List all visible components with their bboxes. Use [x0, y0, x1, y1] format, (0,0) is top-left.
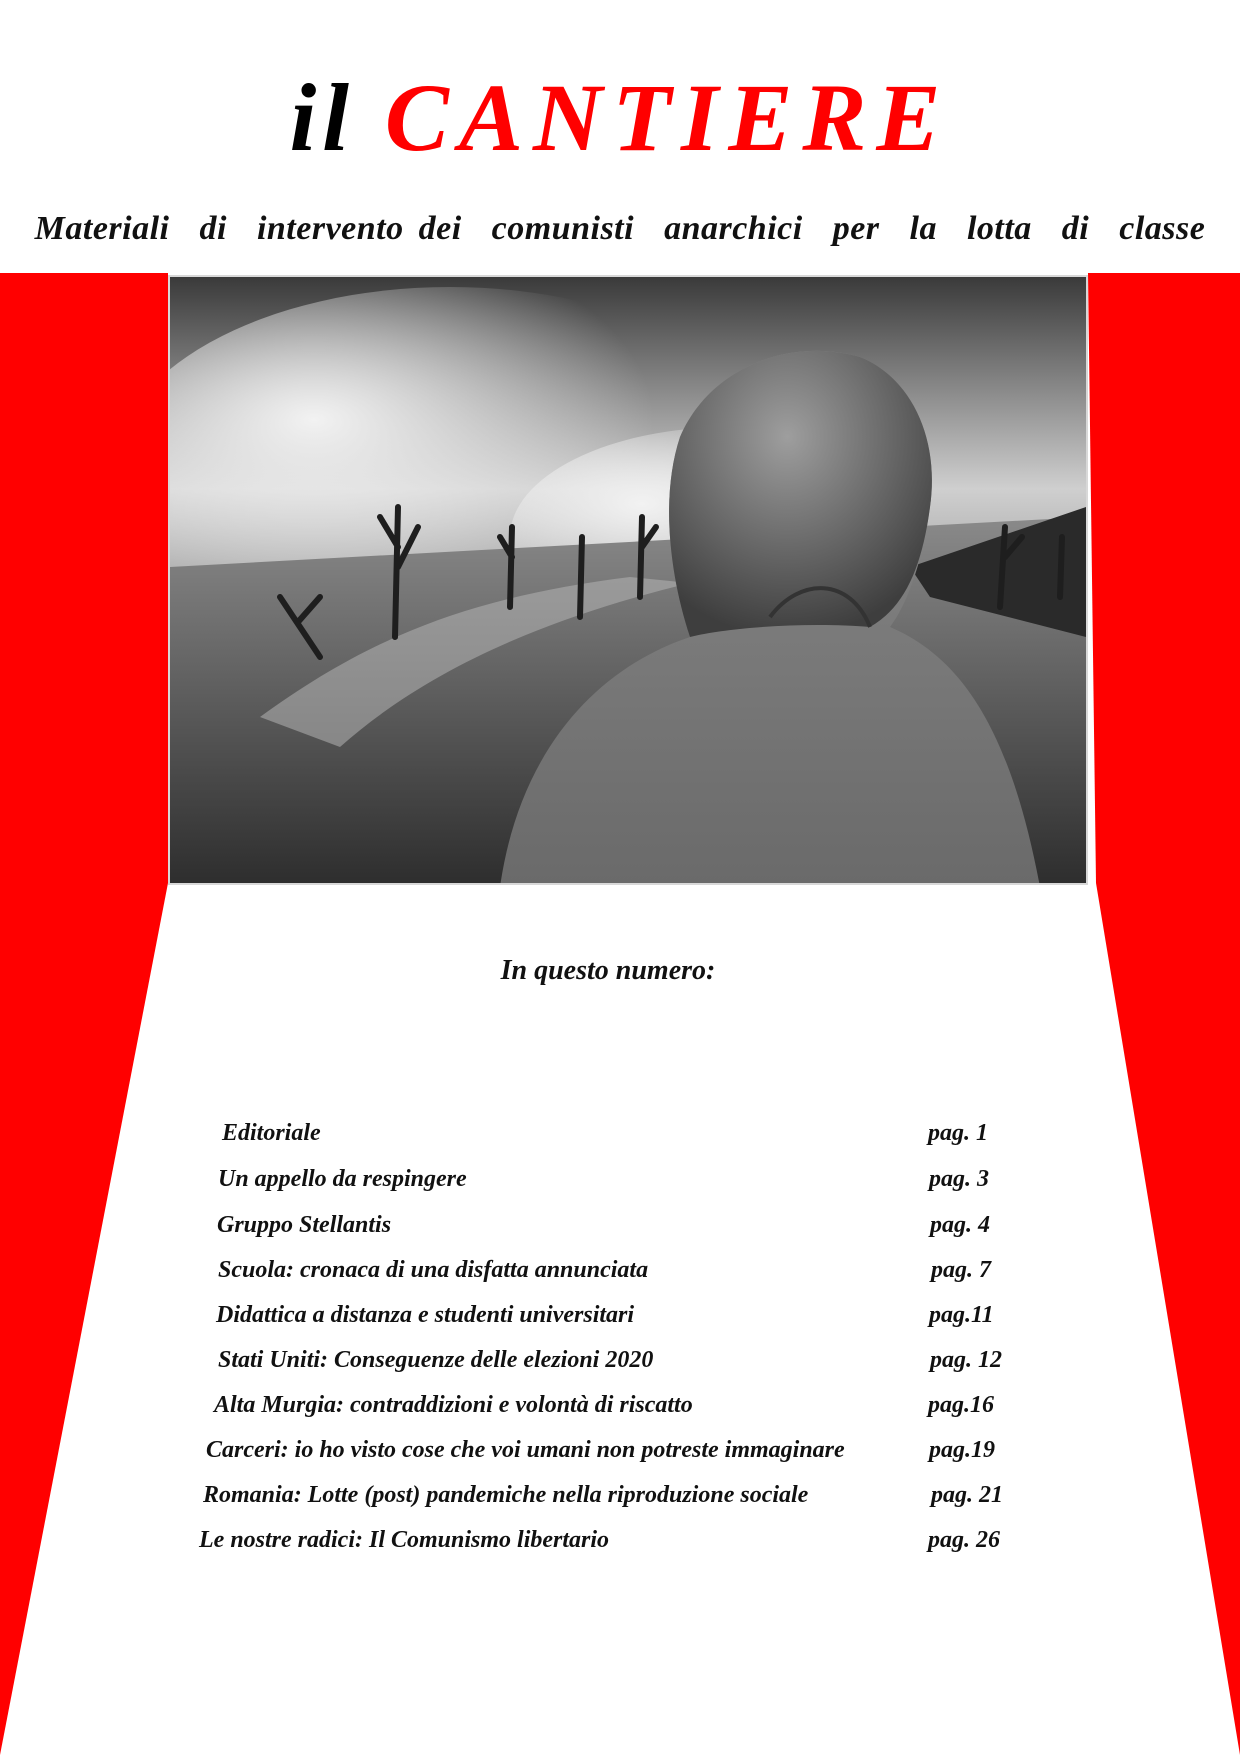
masthead-name: CANTIERE: [384, 64, 951, 171]
toc-entry-page: pag. 4: [930, 1212, 990, 1238]
toc-entry-page: pag. 3: [929, 1166, 989, 1192]
hooded-figure-photo-icon: [170, 277, 1086, 883]
toc-entry-title: Editoriale: [222, 1120, 321, 1146]
toc-entry-page: pag. 26: [928, 1527, 1000, 1553]
toc-entry-title: Carceri: io ho visto cose che voi umani non potreste immaginare: [206, 1437, 845, 1463]
toc-entry-title: Alta Murgia: contraddizioni e volontà di riscatto: [214, 1392, 693, 1418]
masthead-title: [0, 64, 1240, 171]
left-red-band: [0, 273, 168, 1755]
cover-photo: [168, 275, 1088, 885]
masthead-subtitle: Materiali di intervento dei comunisti anarchici per la lotta di classe: [34, 210, 1206, 247]
masthead-prefix: il: [289, 64, 355, 171]
toc-entry-page: pag.16: [928, 1392, 994, 1418]
toc-entry-title: Gruppo Stellantis: [217, 1212, 392, 1238]
toc-entry-page: pag.19: [929, 1437, 995, 1463]
toc-entry-title: Didattica a distanza e studenti universitari: [216, 1302, 635, 1328]
toc-entry-page: pag. 21: [931, 1482, 1003, 1508]
toc-entry-title: Un appello da respingere: [218, 1166, 467, 1192]
toc-entry-page: pag.11: [929, 1302, 994, 1328]
toc-entry-title: Stati Uniti: Conseguenze delle elezioni 2020: [218, 1347, 654, 1373]
toc-heading: In questo numero:: [500, 955, 716, 986]
toc-entry-page: pag. 12: [930, 1347, 1002, 1373]
toc-entry-page: pag. 7: [931, 1257, 991, 1283]
toc-entry-title: Le nostre radici: Il Comunismo libertario: [199, 1527, 610, 1553]
toc-entry-title: Romania: Lotte (post) pandemiche nella riproduzione sociale: [203, 1482, 809, 1508]
toc-entry-title: Scuola: cronaca di una disfatta annunciata: [218, 1257, 649, 1283]
toc-entry-page: pag. 1: [928, 1120, 988, 1146]
right-red-band: [1088, 273, 1240, 1755]
